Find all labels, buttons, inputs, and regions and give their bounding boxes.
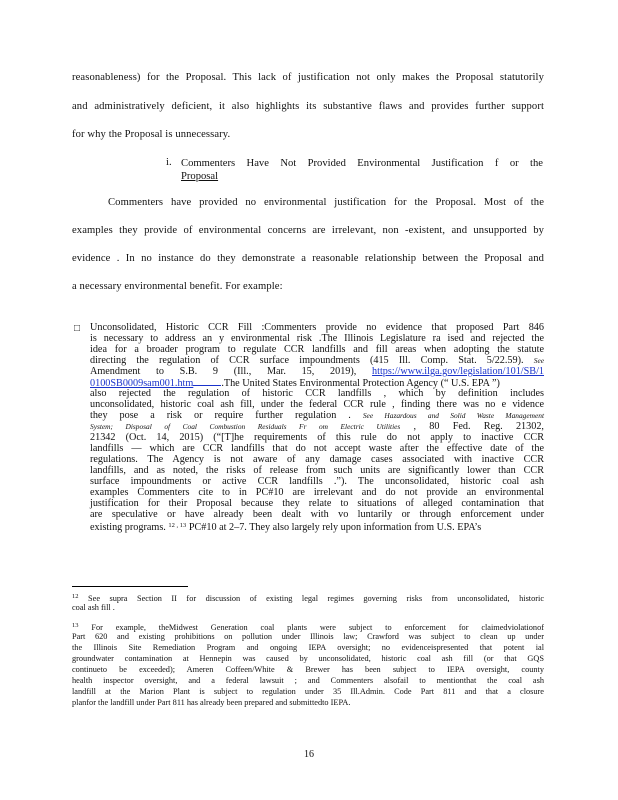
- bullet-line: justification for their Proposal because they relate to situations of alleged contamination that: [90, 498, 544, 509]
- bullet-line: examples Commenters cite to in PC#10 are irrelevant and do not provide an environmental: [90, 487, 544, 498]
- footnote-text: See supra Section II for discussion of existing legal regimes governing risks from unconsolidated, historic: [88, 594, 544, 603]
- bullet-line: unconsolidated, historic coal ash fill, under the federal CCR rule , finding there was no e vidence: [90, 399, 544, 410]
- bullet-line: surface impoundments or active CCR landfills .”). The unconsolidated, historic coal ash: [90, 476, 544, 487]
- legislation-link[interactable]: https://www.ilga.gov/legislation/101/SB/1: [372, 366, 545, 377]
- bullet-line: landfills — which are CCR landfills that do not accept waste after the effective date of the: [90, 443, 544, 454]
- subheading-text: Proposal: [181, 171, 219, 182]
- bullet-icon: □: [74, 323, 81, 334]
- legislation-link-continued[interactable]: 0100SB0009sam001.htm: [90, 378, 194, 389]
- footnote-separator: [72, 586, 188, 587]
- bullet-line: Unconsolidated, Historic CCR Fill :Commenters provide no evidence that proposed Part 846: [90, 322, 544, 333]
- footnote-line: planfor the landfill under Part 811 has already been prepared and submittedto IEPA.: [72, 698, 351, 707]
- body-line: a necessary environmental benefit. For example:: [72, 281, 283, 292]
- footnote-line: Part 620 and existing prohibitions on pollution under Illinois law; Crawford was subject to clean up under: [72, 632, 544, 641]
- bullet-line: [90, 520, 544, 533]
- bullet-line: landfills, and as noted, the risks of release from such units are significantly lower than CCR: [90, 465, 544, 476]
- footnote-line: groundwater contamination at Hennepin was caused by unconsolidated, historic coal ash fill (or that GQS: [72, 654, 544, 663]
- body-line: Commenters have provided no environmental justification for the Proposal. Most of the: [108, 197, 544, 208]
- epa-text: .The United States Environmental Protection Agency (“ U.S. EPA ”): [221, 378, 500, 389]
- subheading-number: i.: [166, 157, 172, 168]
- intro-line: and administratively deficient, it also highlights its substantive flaws and provides further support: [72, 101, 544, 112]
- footnote-line: coal ash fill .: [72, 603, 115, 612]
- bullet-line: regulations. The Agency is not aware of any damage cases associated with inactive CCR: [90, 454, 544, 465]
- intro-line: reasonableness) for the Proposal. This lack of justification not only makes the Proposal statutorily: [72, 72, 544, 83]
- see-signal: See: [533, 356, 545, 365]
- body-line: evidence . In no instance do they demonstrate a reasonable relationship between the Proposal and: [72, 253, 544, 264]
- citation-signal: See Hazardous and Solid Waste Management: [362, 411, 544, 420]
- bullet-line: [90, 410, 544, 421]
- body-line: examples they provide of environmental concerns are irrelevant, non -existent, and unsupported by: [72, 225, 544, 236]
- bullet-line: idea for a broader program to regulate CCR landfills and fill areas when adopting the statute: [90, 344, 544, 355]
- citation-title: System; Disposal of Coal Combustion Residuals Fr om Electric Utilities: [90, 422, 401, 431]
- footnote-line: the Illinois Site Remediation Program and ongoing IEPA oversight; no evidenceispresented that potent ial: [72, 643, 544, 652]
- footnote-refs[interactable]: 12 , 13: [168, 522, 187, 529]
- footnote-line: continueto be exceeded); Ameren Coffeen/White & Brewer has been subject to IEPA oversight, county: [72, 665, 544, 674]
- bullet-line-text: existing programs.: [90, 522, 166, 533]
- footnote-line: health inspector oversight, and a federal lawsuit ; and Commenters alsofail to mentionthat the coal ash: [72, 676, 544, 685]
- footnote-mark: 13: [72, 622, 79, 629]
- footnote-line: landfill at the Marion Plant is subject to regulation under 35 Ill.Admin. Code Part 811 and that a closure: [72, 687, 544, 696]
- bullet-line-text: Amendment to S.B. 9 (Ill., Mar. 15, 2019),: [90, 366, 357, 377]
- bullet-line-text: they pose a risk or require further regulation .: [90, 410, 351, 421]
- intro-line: for why the Proposal is unnecessary.: [72, 129, 231, 140]
- page-number: 16: [304, 749, 314, 760]
- bullet-line: are speculative or have already been dealt with vo luntarily or through enforcement under: [90, 509, 544, 520]
- bullet-line: also rejected the regulation of historic CCR landfills , which by definition includes: [90, 388, 544, 399]
- bullet-line: 21342 (Oct. 14, 2015) (“[T]he requirements of this rule do not apply to inactive CCR: [90, 432, 544, 443]
- bullet-line-text: PC#10 at 2–7. They also largely rely upon information from U.S. EPA’s: [188, 522, 482, 533]
- footnote-mark: 12: [72, 593, 79, 600]
- footnote-text: For example, theMidwest Generation coal plants were subject to enforcement for claimedviolationof: [91, 623, 544, 632]
- bullet-line: [90, 421, 544, 432]
- bullet-line: is necessary to address an y environmental risk .The Illinois Legislature ra ised and rejected the: [90, 333, 544, 344]
- bullet-line: [90, 366, 544, 377]
- bullet-line: [90, 355, 544, 366]
- bullet-line-text: directing the regulation of CCR surface impoundments (415 Ill. Comp. Stat. 5/22.59).: [90, 355, 524, 366]
- subheading-text: Commenters Have Not Provided Environmental Justification f or the: [181, 158, 543, 169]
- citation-reporter: , 80 Fed. Reg. 21302,: [413, 421, 544, 432]
